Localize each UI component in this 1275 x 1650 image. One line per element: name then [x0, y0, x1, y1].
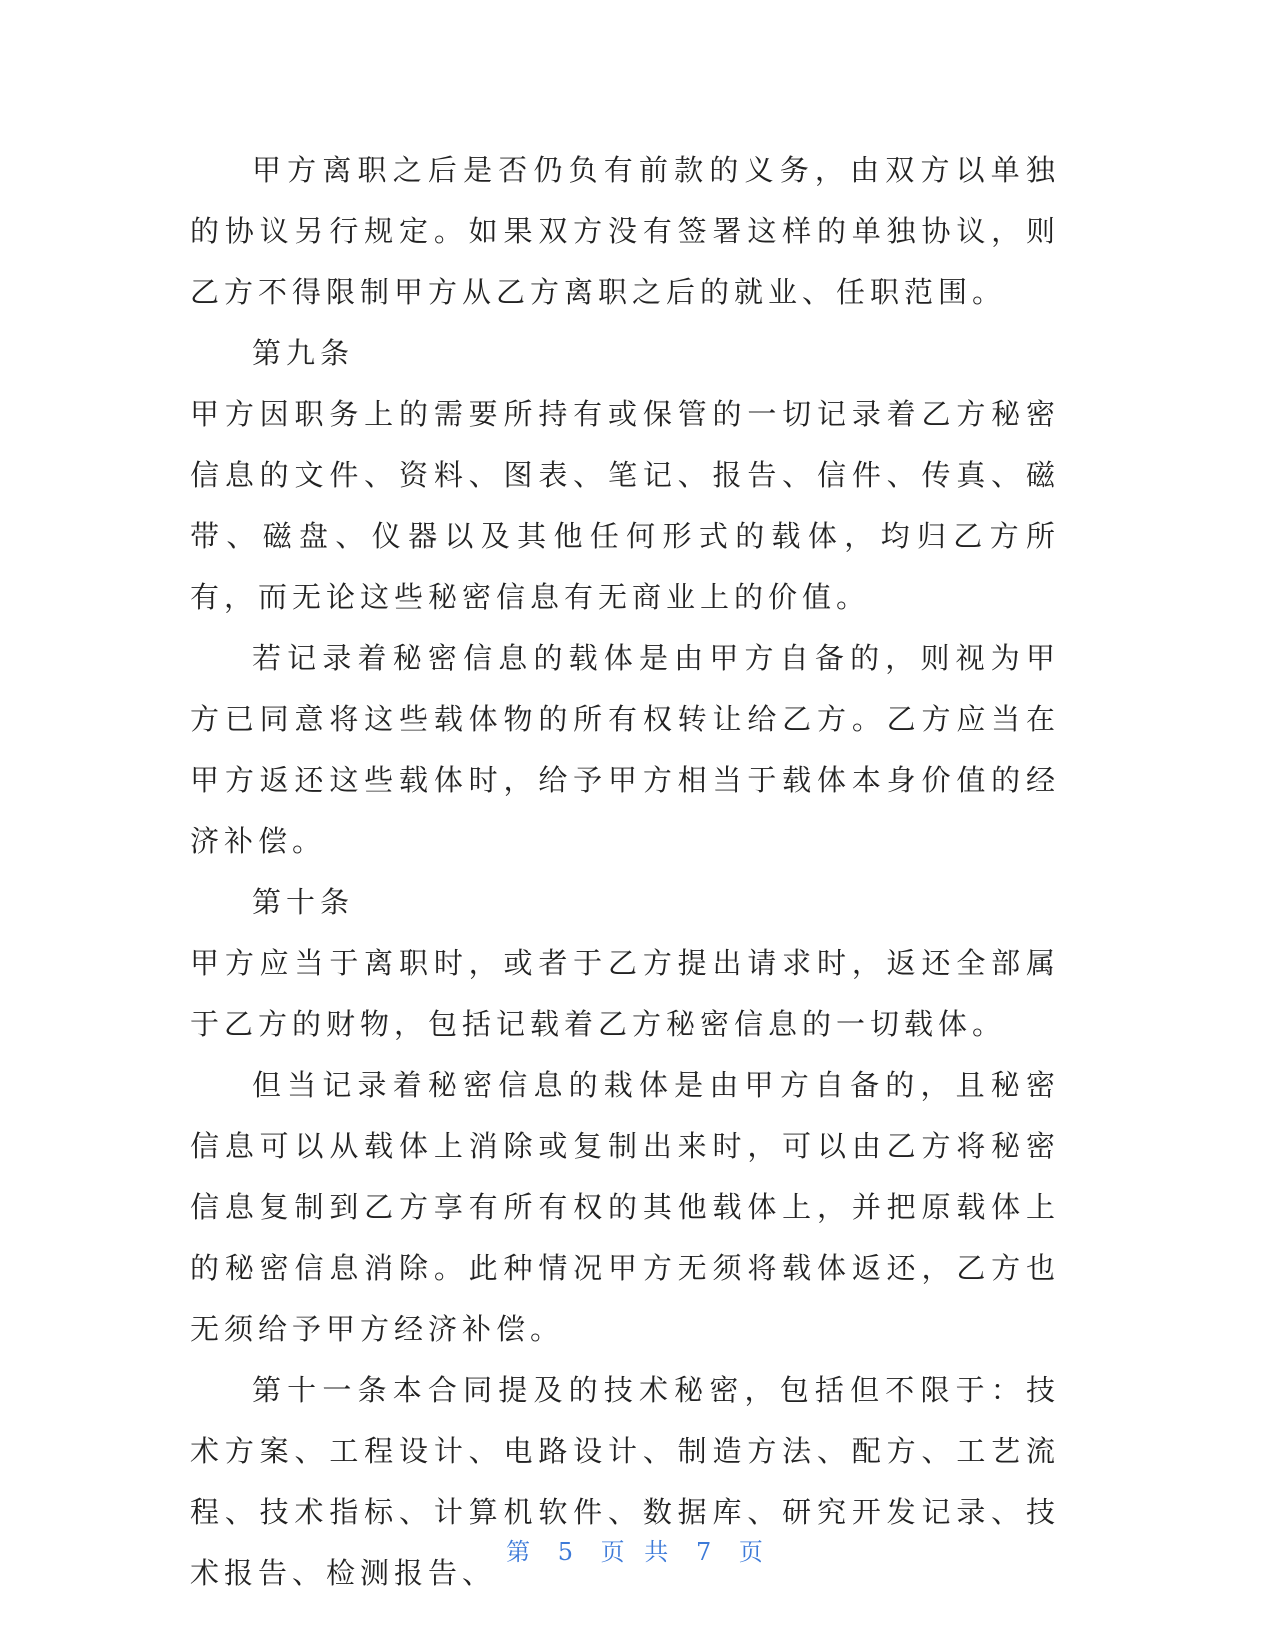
footer-total-pages: 7 [695, 1538, 718, 1566]
paragraph-6: 第十一条本合同提及的技术秘密，包括但不限于：技术方案、工程设计、电路设计、制造方法、配方、工艺流程、技术指标、计算机软件、数据库、研究开发记录、技术报告、检测报告、 [190, 1373, 1060, 1590]
paragraph-2: 甲方因职务上的需要所持有或保管的一切记录着乙方秘密信息的文件、资料、图表、笔记、报告、信件、传真、磁带、磁盘、仪器以及其他任何形式的载体，均归乙方所有，而无论这些秘密信息有无商业上的价值。 [190, 397, 1060, 614]
footer-prefix: 第 [506, 1538, 537, 1566]
heading-article-9: 第九条 [252, 336, 355, 370]
paragraph-1: 甲方离职之后是否仍负有前款的义务，由双方以单独的协议另行规定。如果双方没有签署这样的单独协议，则乙方不得限制甲方从乙方离职之后的就业、任职范围。 [190, 153, 1060, 309]
footer-suffix: 页 [738, 1538, 769, 1566]
footer-page-number: 5 [557, 1538, 580, 1566]
paragraph-4: 甲方应当于离职时，或者于乙方提出请求时，返还全部属于乙方的财物，包括记载着乙方秘密信息的一切载体。 [190, 946, 1060, 1041]
paragraph-5: 但当记录着秘密信息的栽体是由甲方自备的，且秘密信息可以从载体上消除或复制出来时，可以由乙方将秘密信息复制到乙方享有所有权的其他载体上，并把原载体上的秘密信息消除。此种情况甲方无须将载体返还，乙方也无须给予甲方经济补偿。 [190, 1068, 1060, 1346]
page-footer [0, 1532, 1275, 1567]
footer-middle: 页 共 [600, 1538, 675, 1566]
heading-article-10: 第十条 [252, 885, 355, 919]
paragraph-3: 若记录着秘密信息的载体是由甲方自备的，则视为甲方已同意将这些载体物的所有权转让给乙方。乙方应当在甲方返还这些载体时，给予甲方相当于载体本身价值的经济补偿。 [190, 641, 1060, 858]
document-body [190, 140, 1060, 1604]
